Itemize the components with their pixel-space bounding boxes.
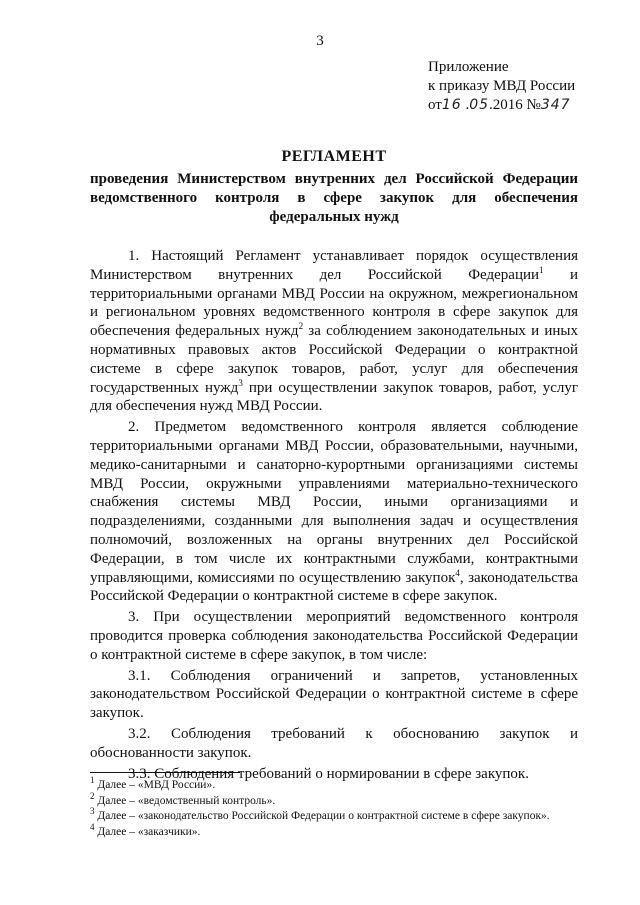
- date-prefix: от: [428, 97, 442, 113]
- handwritten-month: 05: [469, 97, 490, 113]
- page-number: 3: [316, 33, 324, 49]
- paragraph-3-2: 3.2. Соблюдения требований к обоснованию закупок и обоснованности закупок.: [90, 725, 578, 761]
- document-title: РЕГЛАМЕНТ: [281, 148, 387, 165]
- paragraph-3-3: 3.3. Соблюдения требований о нормировании в сфере закупок.: [128, 765, 529, 782]
- paragraph-2: 2. Предметом ведомственного контроля является соблюдение территориальными органами МВД России, образовательными, научными, медико-санитарными и санаторно-курортными организациями системы МВД России, окружными управлениями материально-технического снабжения системы МВД России, иными организациями и подразделениями, созданными для выполнения задач и осуществления полномочий, возложенных на органы внутренних дел Российской Федерации, в том числе их контрактными службами, контрактными управляющими, комиссиями по осуществлению закупок$^4$, законодательства Российской Федерации о контрактной системе в сфере закупок.: [90, 419, 578, 605]
- number-prefix: №: [522, 97, 541, 113]
- paragraph-1: 1. Настоящий Регламент устанавливает порядок осуществления Министерством внутренних дел Российской Федерации$^1$ и территориальными органами МВД России на окружном, межрегиональном и региональном уровнях ведомственного контроля в сфере закупок для обеспечения федеральных нужд$^2$ за соблюдением законодательных и иных нормативных правовых актов Российской Федерации о контрактной системе в сфере закупок товаров, работ, услуг для обеспечения государственных нужд$^3$ при осуществлении закупок товаров, работ, услуг для обеспечения нужд МВД России.: [90, 248, 579, 415]
- footnote-2: $^2$ Далее – «ведомственный контроль».: [90, 790, 276, 807]
- appendix-header: [428, 58, 575, 115]
- appendix-date-line: [428, 96, 575, 115]
- footnote-ref-2: 2: [298, 321, 304, 332]
- paragraph-3: 3. При осуществлении мероприятий ведомственного контроля проводится проверка соблюдения законодательства Российской Федерации о контрактной системе в сфере закупок, в том числе:: [90, 609, 578, 663]
- footnote-1: $^1$ Далее – «МВД России».: [90, 775, 216, 791]
- footnote-ref-3: 3: [238, 377, 243, 388]
- date-separator: .: [461, 97, 470, 113]
- title-block: [90, 148, 578, 227]
- footnote-ref-4: 4: [455, 567, 460, 578]
- document-subtitle: проведения Министерством внутренних дел Российской Федерации ведомственного контроля в сфере закупок для обеспечения федеральных нужд: [90, 171, 578, 225]
- appendix-order-ref: к приказу МВД России: [428, 78, 576, 94]
- date-year: .2016: [489, 97, 523, 113]
- document-body: [90, 247, 578, 785]
- footnote-divider: [90, 772, 240, 773]
- footnotes: [90, 775, 578, 840]
- footnote-4: $^4$ Далее – «заказчики».: [90, 821, 201, 838]
- handwritten-order-number: 347: [540, 97, 571, 113]
- footnote-3: $^3$ Далее – «законодательство Российской Федерации о контрактной системе в сфере закупок».: [90, 806, 550, 822]
- appendix-label: Приложение: [428, 59, 509, 75]
- handwritten-day: 16: [441, 97, 462, 113]
- footnote-ref-1: 1: [539, 264, 544, 275]
- paragraph-3-1: 3.1. Соблюдения ограничений и запретов, установленных законодательством Российской Федерации о контрактной системе в сфере закупок.: [90, 667, 578, 722]
